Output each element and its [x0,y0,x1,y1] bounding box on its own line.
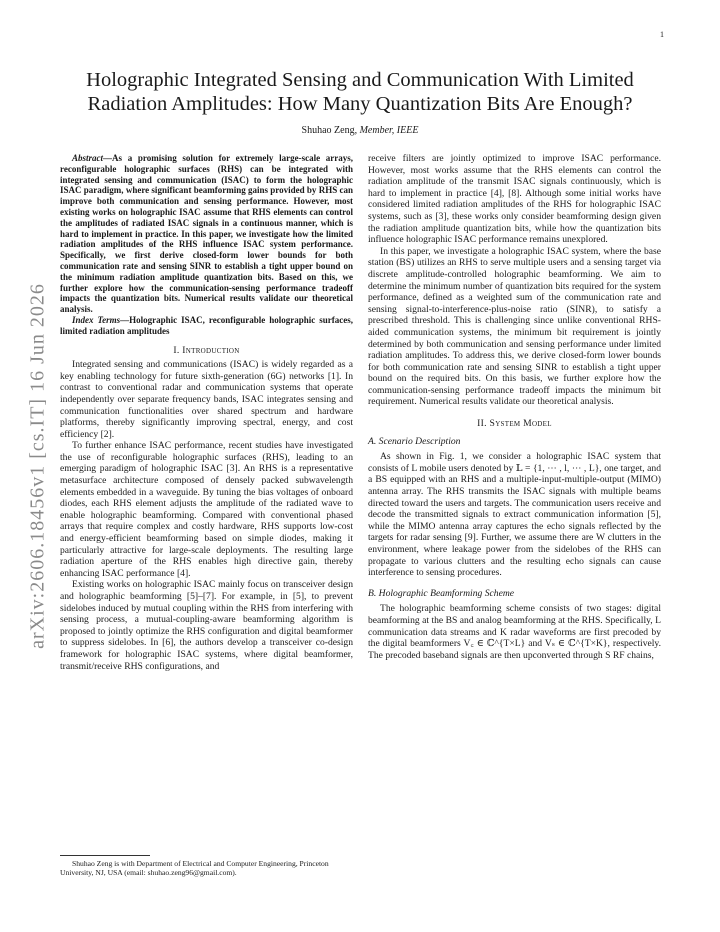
abstract [60,153,353,315]
intro-paragraph-3: Existing works on holographic ISAC mainly focus on transceiver design and holographic beamforming [5]–[7]. For example, in [5], to prevent sidelobes induced by mutual coupling within the RHS from interfering with sensing process, a mutual-coupling-aware beamforming algorithm is proposed to jointly optimize the RHS configuration and digital beamformer to suppress sidelobes. In [6], the authors develop a transceiver co-design framework for holographic ISAC systems, where digital beamformer, transmit/receive RHS configurations, and [60,579,353,672]
system-model-paragraph-b: The holographic beamforming scheme consists of two stages: digital beamforming at the BS and analog beamforming at the RHS. Specifically, L communication data streams and K radar waveforms are first precoded by the digital beamformers V꜀ ∈ ℂ^{T×L} and Vₛ ∈ ℂ^{T×K}, respectively. The precoded baseband signals are then upconverted through S RF chains, [368,603,661,661]
index-terms-text: —Holographic ISAC, reconfigurable holographic surfaces, limited radiation amplitudes [60,314,353,336]
abstract-label: Abstract [72,153,104,163]
author-name: Shuhao Zeng, [301,125,360,136]
left-column [60,153,353,672]
intro-paragraph-1: Integrated sensing and communications (ISAC) is widely regarded as a key enabling technology for future sixth-generation (6G) networks [1]. In contrast to conventional radar and communication systems that operate independently over separate frequency bands, ISAC integrates sensing and communication functionalities over shared spectrum and hardware platforms, thereby significantly improving spectral, energy, and cost efficiency [2]. [60,359,353,440]
right-paragraph-1: receive filters are jointly optimized to improve ISAC performance. However, most works assume that the RHS elements can control the radiation amplitude of the transmit ISAC signals continuously, which is hard to implement in practice [4], [8]. Although some initial works have considered limited radiation amplitudes of the RHS for holographic ISAC systems, such as [3], these works only consider beamforming design given the radiation amplitude quantization bits, while how the quantization bits influence holographic ISAC performance remains unexplored. [368,153,661,246]
author-role: Member, IEEE [359,125,419,136]
section-heading-system-model: II. System Model [477,418,552,430]
title-line-1: Holographic Integrated Sensing and Communication With Limited [86,69,634,91]
arxiv-stamp: arXiv:2606.18456v1 [cs.IT] 16 Jun 2026 [26,283,49,649]
subsection-heading-beamforming: B. Holographic Beamforming Scheme [368,587,515,599]
system-model-paragraph-a: As shown in Fig. 1, we consider a holographic ISAC system that consists of L mobile users denoted by 𝕃 = {1, ⋯ , l, ⋯ , L}, one target, and a BS equipped with an RHS and a multiple-input-multiple-output (MIMO) antenna array. The RHS transmits the ISAC signals with multiple beams directed toward the users and targets. The communication users receive and decode the transmitted signals to extract communication information [5], while the MIMO antenna array captures the echo signals reflected by the targets for radar sensing [9]. Further, we assume there are W clutters in the environment, where leakage power from the sidelobes of the RHS can propagate to various clutters and the resulting echo signals can cause interference to sensing procedures. [368,451,661,579]
right-column [368,153,661,661]
intro-paragraph-2: To further enhance ISAC performance, recent studies have investigated the use of reconfigurable holographic surfaces (RHS), leading to an emerging paradigm of holographic ISAC [3]. An RHS is a representative metasurface architecture composed of densely packed subwavelength elements embedded in a waveguide. By tuning the bias voltages of onboard diodes, each RHS element adjusts the amplitude of the radiated wave to enable holographic beamforming. Compared with conventional phased arrays that require complex and costly hardware, RHS supports low-cost and energy-efficient beamforming based on simple diodes, making it particularly attractive for large-scale deployments. The resulting large radiation aperture of the RHS enables high directive gain, thereby enhancing ISAC performance [4]. [60,440,353,579]
title-line-2: Radiation Amplitudes: How Many Quantization Bits Are Enough? [87,93,633,115]
page-number: 1 [660,30,664,39]
footnote-rule [60,855,150,856]
right-paragraph-2: In this paper, we investigate a holographic ISAC system, where the base station (BS) utilizes an RHS to serve multiple users and a sensing target via discrete amplitude-controlled holographic beamforming. We aim to determine the minimum number of quantization bits required for the system performance, defined as a weighted sum of the communication rate and sensing signal-to-interference-plus-noise ratio (SINR), to satisfy a prescribed threshold. This is challenging since unlike conventional RHS-aided communication systems, the minimum bit requirement is jointly determined by both communication and sensing performance under limited radiation amplitudes. To address this, we derive closed-form lower bounds for both communication rate and sensing SINR to establish a tight upper bound on the required bits. On this basis, we further explore how the communication-sensing performance tradeoff impacts the minimum bit requirement. Numerical results validate our theoretical analysis. [368,245,661,408]
footnote [60,855,353,878]
author-line [60,125,660,136]
paper-title [60,68,660,116]
section-heading-introduction: I. Introduction [173,344,240,356]
index-terms [60,315,353,337]
footnote-text: Shuhao Zeng is with Department of Electrical and Computer Engineering, Princeton University, NJ, USA (email: shuhao.zeng96@gmail.com). [60,859,329,878]
abstract-text: —As a promising solution for extremely large-scale arrays, reconfigurable holographic surfaces (RHS) can be integrated with integrated sensing and communication (ISAC) to form the holographic ISAC paradigm, where significant beamforming gains provided by RHS can improve both communication and sensing performance. However, most existing works on holographic ISAC assume that RHS elements can control the amplitudes of radiated ISAC signals in a continuous manner, which is hard to implement in practice. In this paper, we investigate how the limited radiation amplitudes of the RHS influence ISAC system performance. Specifically, we first derive closed-form lower bounds for both communication rate and sensing SINR to establish a tight upper bound on the minimum radiation amplitude quantization bits. Based on this, we further explore how the communication-sensing performance tradeoff impacts the quantization bits. Numerical results validate our theoretical analysis. [60,153,353,315]
subsection-heading-scenario: A. Scenario Description [368,435,461,447]
index-terms-label: Index Terms [72,314,121,325]
